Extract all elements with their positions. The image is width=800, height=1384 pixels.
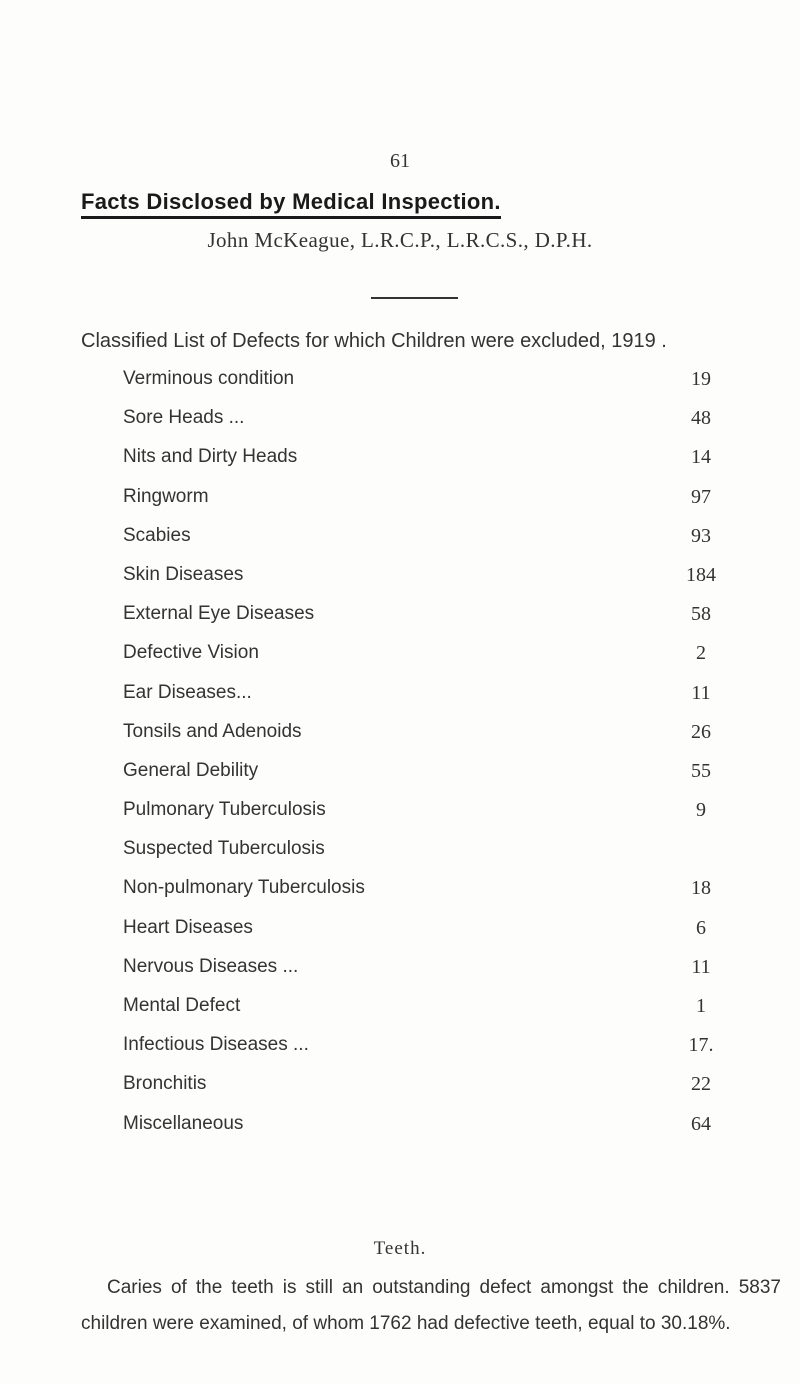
defect-count: 97 xyxy=(691,485,711,508)
defect-name: Miscellaneous xyxy=(123,1112,244,1134)
defect-name: Heart Diseases xyxy=(123,916,253,938)
list-item xyxy=(123,603,725,642)
defect-count: 19 xyxy=(691,368,711,390)
teeth-paragraph: Caries of the teeth is still an outstanding defect amongst the children. 5837 children were examined, of whom 1762 had defective teeth, equal to 30.18%. xyxy=(81,1277,781,1334)
defect-count: 11 xyxy=(691,955,711,978)
list-item xyxy=(123,407,725,446)
list-item xyxy=(123,525,725,564)
defect-count: 26 xyxy=(691,720,711,743)
defect-count: 48 xyxy=(691,407,711,430)
defect-count: 6 xyxy=(696,916,706,939)
defect-count: 11 xyxy=(691,681,711,704)
list-item xyxy=(123,446,725,485)
defect-name: Defective Vision xyxy=(123,642,259,664)
defect-name: Pulmonary Tuberculosis xyxy=(123,799,326,821)
list-item xyxy=(123,917,725,956)
divider xyxy=(371,297,458,299)
defect-name: Suspected Tuberculosis xyxy=(123,838,325,860)
list-item xyxy=(123,877,725,916)
page-title: Facts Disclosed by Medical Inspection. xyxy=(81,189,501,219)
defect-name: Ear Diseases... xyxy=(123,681,252,703)
defect-count: 93 xyxy=(691,524,711,547)
list-item xyxy=(123,1113,725,1152)
defect-name: Bronchitis xyxy=(123,1073,207,1095)
defect-count: 2 xyxy=(696,642,706,665)
list-item xyxy=(123,1073,725,1112)
defect-name: Nervous Diseases ... xyxy=(123,955,299,977)
list-item xyxy=(123,564,725,603)
defect-count: 22 xyxy=(691,1073,711,1096)
teeth-heading: Teeth. xyxy=(373,1238,427,1259)
defect-count: 17. xyxy=(688,1034,714,1057)
page-number: 61 xyxy=(390,150,410,172)
list-item xyxy=(123,368,725,407)
defect-name: Skin Diseases xyxy=(123,563,244,585)
list-item xyxy=(123,682,725,721)
defect-count: 55 xyxy=(691,759,711,782)
defect-name: External Eye Diseases xyxy=(123,603,315,625)
defect-name: Infectious Diseases ... xyxy=(123,1034,309,1056)
list-item xyxy=(123,642,725,681)
defects-list xyxy=(123,368,725,1152)
defect-name: Sore Heads ... xyxy=(123,407,245,429)
defect-count: 18 xyxy=(691,877,711,900)
defect-count: 64 xyxy=(691,1112,711,1135)
list-item xyxy=(123,799,725,838)
defect-name: Tonsils and Adenoids xyxy=(123,720,302,742)
list-subtitle: Classified List of Defects for which Children were excluded, 1919 . xyxy=(81,330,667,352)
defect-count: 9 xyxy=(696,799,706,822)
defect-count: 1 xyxy=(696,995,706,1017)
defect-count: 184 xyxy=(686,563,716,586)
defect-name: Verminous condition xyxy=(123,368,295,389)
list-item xyxy=(123,995,725,1034)
list-item xyxy=(123,956,725,995)
defect-name: Ringworm xyxy=(123,485,209,507)
defect-name: Scabies xyxy=(123,524,191,546)
defect-count: 58 xyxy=(691,603,711,626)
list-item xyxy=(123,486,725,525)
defect-name: Non-pulmonary Tuberculosis xyxy=(123,877,365,899)
defect-count: 14 xyxy=(691,446,711,469)
list-item xyxy=(123,760,725,799)
defect-name: General Debility xyxy=(123,759,259,781)
author-line: John McKeague, L.R.C.P., L.R.C.S., D.P.H. xyxy=(207,228,593,252)
list-item xyxy=(123,721,725,760)
list-item xyxy=(123,838,725,877)
list-item xyxy=(123,1034,725,1073)
defect-name: Nits and Dirty Heads xyxy=(123,446,298,468)
defect-name: Mental Defect xyxy=(123,995,241,1016)
